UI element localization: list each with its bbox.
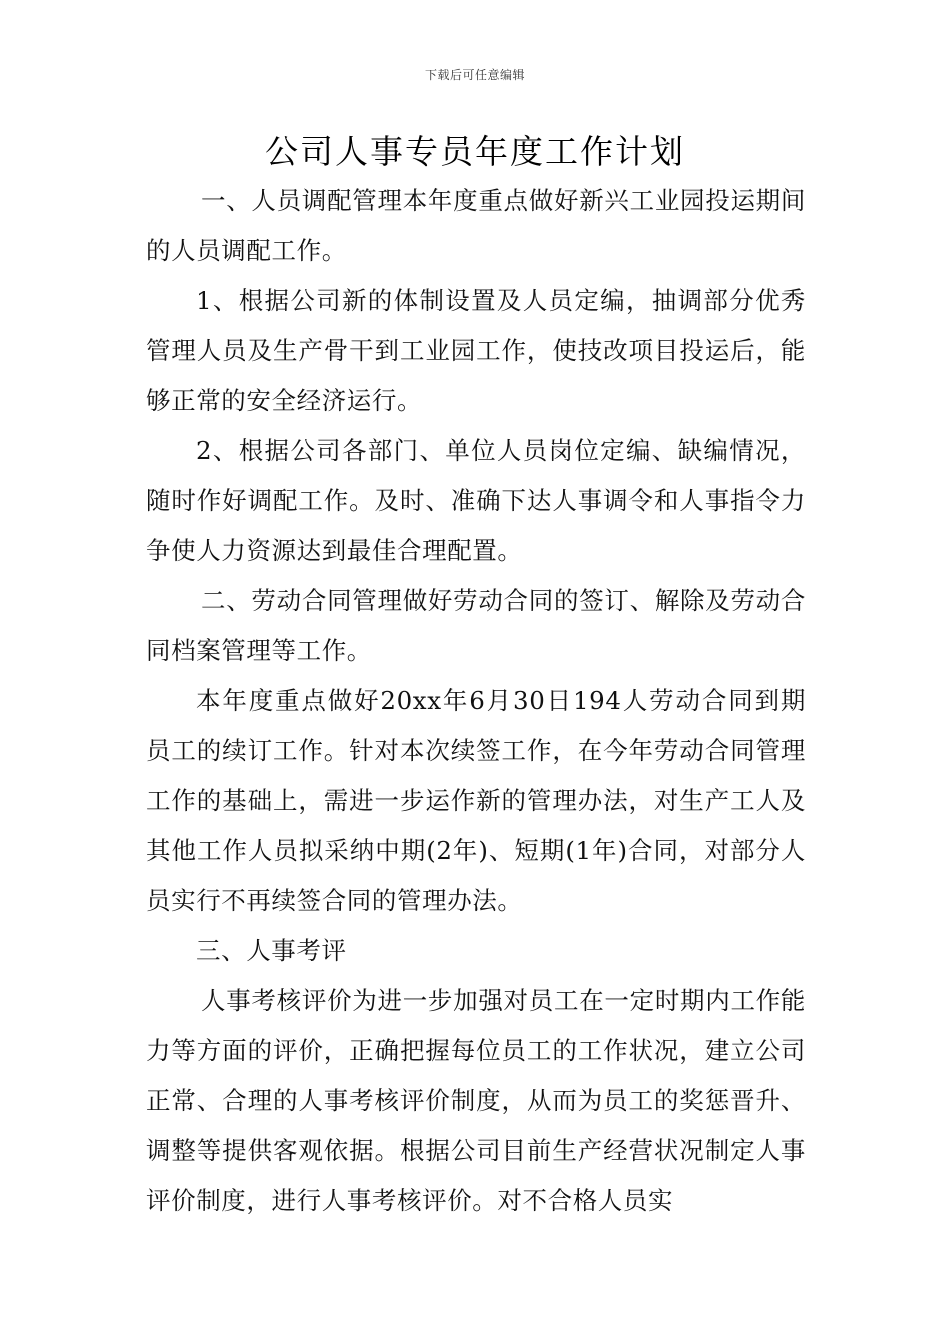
page-header-note: 下载后可任意编辑 xyxy=(424,68,525,82)
paragraph-performance-review: 人事考核评价为进一步加强对员工在一定时期内工作能力等方面的评价，正确把握每位员工的工作状况，建立公司正常、合理的人事考核评价制度，从而为员工的奖惩晋升、调整等提供客观依据。根据公司目前生产经营状况制定人事评价制度，进行人事考核评价。对不合格人员实 xyxy=(146,986,806,1215)
paragraph-section-3-heading: 三、人事考评 xyxy=(196,936,347,965)
paragraph-item-1: 1、根据公司新的体制设置及人员定编，抽调部分优秀管理人员及生产骨干到工业园工作，使技改项目投运后，能够正常的安全经济运行。 xyxy=(146,286,806,415)
paragraph-section-2-heading: 二、劳动合同管理做好劳动合同的签订、解除及劳动合同档案管理等工作。 xyxy=(146,586,806,665)
document-body xyxy=(146,176,806,1226)
paragraph-contract-renewal: 本年度重点做好20xx年6月30日194人劳动合同到期员工的续订工作。针对本次续签工作，在今年劳动合同管理工作的基础上，需进一步运作新的管理办法，对生产工人及其他工作人员拟采纳中期(2年)、短期(1年)合同，对部分人员实行不再续签合同的管理办法。 xyxy=(146,686,806,915)
paragraph-section-1-heading: 一、人员调配管理本年度重点做好新兴工业园投运期间的人员调配工作。 xyxy=(146,186,806,265)
paragraph-item-2: 2、根据公司各部门、单位人员岗位定编、缺编情况，随时作好调配工作。及时、准确下达人事调令和人事指令力争使人力资源达到最佳合理配置。 xyxy=(146,436,806,565)
document-title: 公司人事专员年度工作计划 xyxy=(265,132,685,171)
